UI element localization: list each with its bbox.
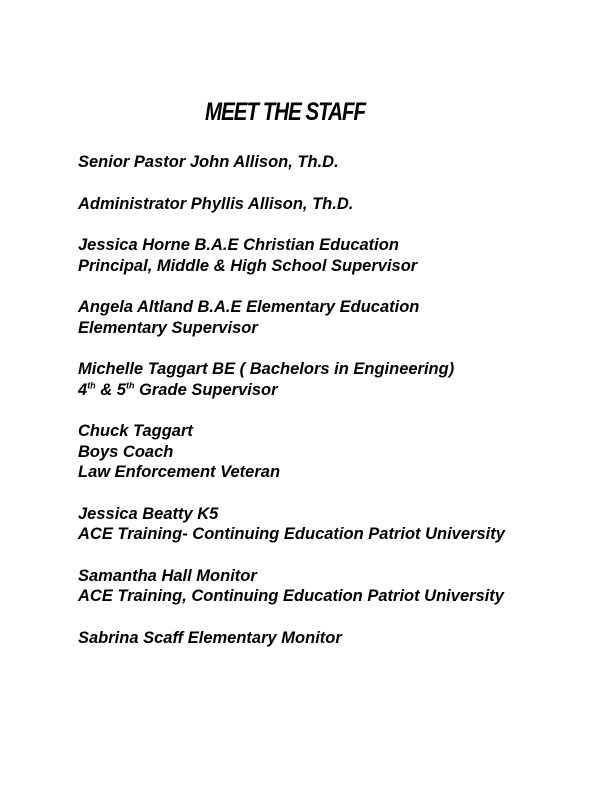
staff-line: Chuck Taggart	[78, 422, 193, 440]
staff-entry	[78, 297, 598, 338]
staff-line: Law Enforcement Veteran	[78, 463, 281, 481]
staff-entry	[78, 504, 598, 545]
staff-entry	[78, 421, 598, 483]
staff-line: Senior Pastor John Allison, Th.D.	[78, 153, 339, 171]
grade-role: Grade Supervisor	[134, 380, 278, 399]
staff-line: Administrator Phyllis Allison, Th.D.	[78, 194, 354, 213]
staff-line: Michelle Taggart BE ( Bachelors in Engineering)	[78, 360, 455, 378]
staff-entry	[78, 628, 598, 649]
staff-entry	[78, 235, 598, 276]
staff-entry	[78, 359, 598, 400]
staff-line: Sabrina Scaff Elementary Monitor	[78, 628, 342, 647]
staff-line: ACE Training, Continuing Education Patriot University	[78, 587, 504, 605]
staff-line: Jessica Beatty K5	[78, 504, 219, 523]
staff-line: Jessica Horne B.A.E Christian Education	[78, 236, 399, 254]
staff-entry	[78, 152, 598, 173]
grade-number: 4	[78, 380, 88, 399]
staff-line: Boys Coach	[78, 442, 174, 461]
staff-line: Elementary Supervisor	[78, 318, 258, 337]
staff-line: ACE Training- Continuing Education Patriot University	[78, 525, 505, 543]
staff-list	[78, 152, 598, 669]
ordinal-suffix: th	[125, 380, 135, 390]
staff-line: Angela Altland B.A.E Elementary Education	[78, 298, 420, 316]
staff-line: Principal, Middle & High School Supervisor	[78, 256, 418, 275]
grade-line	[78, 380, 598, 401]
staff-line: Samantha Hall Monitor	[78, 566, 257, 585]
staff-entry	[78, 566, 598, 607]
staff-entry	[78, 194, 598, 215]
grade-number: 5	[116, 380, 126, 399]
ordinal-suffix: th	[87, 380, 96, 390]
grade-joiner: &	[95, 380, 117, 399]
page-title: MEET THE STAFF	[205, 98, 366, 126]
